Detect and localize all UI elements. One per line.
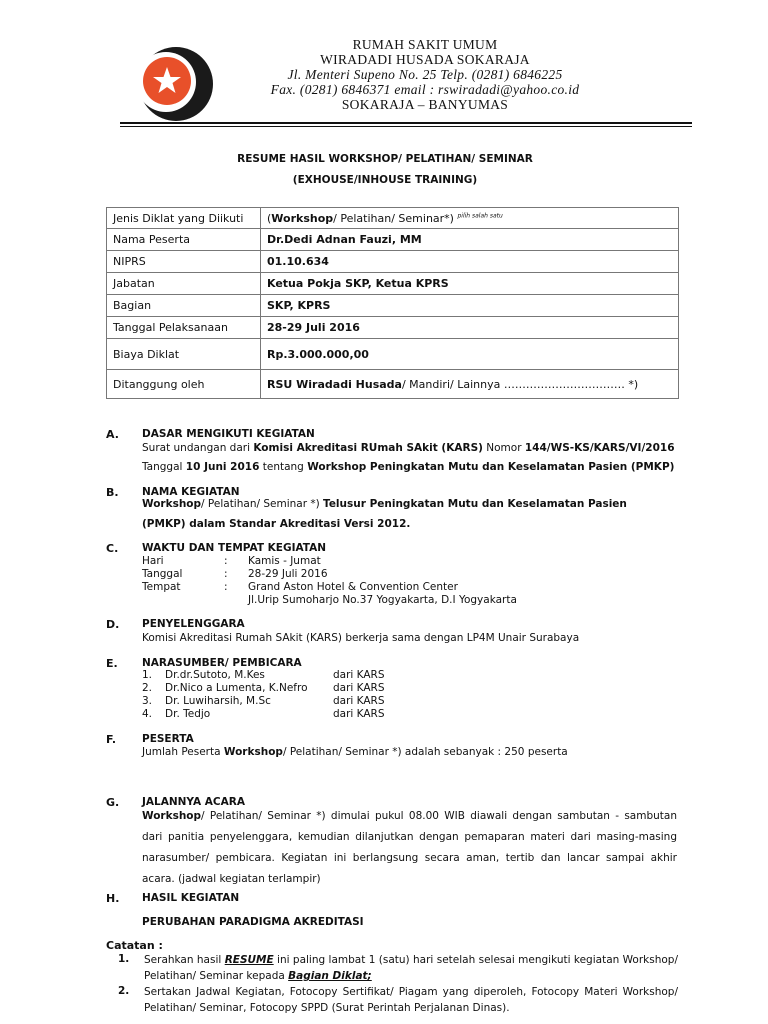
speaker-number: 2.: [142, 682, 153, 694]
table-label: Bagian: [107, 295, 261, 317]
section-heading: NAMA KEGIATAN: [142, 486, 240, 498]
detail-sep: :: [224, 581, 228, 593]
speaker-name: Dr. Tedjo: [165, 708, 211, 720]
section-text: (PMKP) dalam Standar Akreditasi Versi 2012.: [142, 518, 411, 530]
section-letter: D.: [106, 618, 120, 631]
table-row: [107, 295, 679, 317]
note-number: 2.: [118, 985, 130, 997]
table-row: [107, 317, 679, 339]
table-row: [107, 370, 679, 399]
section-text: Workshop/ Pelatihan/ Seminar *) Telusur Peningkatan Mutu dan Keselamatan Pasien: [142, 498, 627, 510]
table-label: Jabatan: [107, 273, 261, 295]
detail-key: Tempat: [142, 581, 181, 593]
detail-sep: :: [224, 568, 228, 580]
note-text: Sertakan Jadwal Kegiatan, Fotocopy Sertifikat/ Piagam yang diperoleh, Fotocopy Materi Workshop/ Pelatihan/ Seminar, Fotocopy SPPD (Surat Perintah Perjalanan Dinas).: [144, 986, 678, 1014]
section-heading: WAKTU DAN TEMPAT KEGIATAN: [142, 542, 327, 554]
section-heading: PESERTA: [142, 733, 194, 745]
table-row: [107, 339, 679, 370]
table-value: SKP, KPRS: [261, 295, 679, 317]
hospital-contact: Fax. (0281) 6846371 email : rswiradadi@yahoo.co.id: [270, 82, 580, 97]
speaker-number: 3.: [142, 695, 153, 707]
section-letter: F.: [106, 733, 117, 746]
speaker-name: Dr. Luwiharsih, M.Sc: [165, 695, 271, 707]
notes-label: Catatan :: [106, 939, 163, 952]
speaker-number: 1.: [142, 669, 153, 681]
detail-key: Tanggal: [142, 568, 183, 580]
speaker-number: 4.: [142, 708, 153, 720]
table-value: Ketua Pokja SKP, Ketua KPRS: [261, 273, 679, 295]
table-value: 01.10.634: [261, 251, 679, 273]
header-rule-thin: [120, 126, 692, 127]
detail-sep: :: [224, 555, 228, 567]
document-subtitle: (EXHOUSE/INHOUSE TRAINING): [292, 174, 478, 186]
speaker-origin: dari KARS: [333, 695, 385, 707]
section-text: Tanggal 10 Juni 2016 tentang Workshop Peningkatan Mutu dan Keselamatan Pasien (PMKP): [142, 461, 675, 473]
table-label: Jenis Diklat yang Diikuti: [107, 208, 261, 229]
section-subheading: PERUBAHAN PARADIGMA AKREDITASI: [142, 916, 364, 928]
table-row: [107, 273, 679, 295]
hospital-name-line2: WIRADADI HUSADA SOKARAJA: [320, 52, 530, 67]
hospital-name: RUMAH SAKIT UMUM: [352, 37, 498, 52]
detail-value: Grand Aston Hotel & Convention Center: [248, 581, 458, 593]
section-heading: PENYELENGGARA: [142, 618, 245, 630]
section-letter: H.: [106, 892, 120, 905]
section-letter: E.: [106, 657, 118, 670]
detail-value: Kamis - Jumat: [248, 555, 321, 567]
section-heading: HASIL KEGIATAN: [142, 892, 240, 904]
hospital-address: Jl. Menteri Supeno No. 25 Telp. (0281) 6846225: [287, 67, 563, 82]
speaker-name: Dr.dr.Sutoto, M.Kes: [165, 669, 265, 681]
table-row: [107, 229, 679, 251]
section-letter: B.: [106, 486, 119, 499]
speaker-name: Dr.Nico a Lumenta, K.Nefro: [165, 682, 308, 694]
document-title: RESUME HASIL WORKSHOP/ PELATIHAN/ SEMINAR: [237, 153, 533, 165]
note-number: 1.: [118, 953, 130, 965]
section-text: Komisi Akreditasi Rumah SAkit (KARS) berkerja sama dengan LP4M Unair Surabaya: [142, 632, 580, 644]
info-table: [106, 207, 679, 399]
table-value: Dr.Dedi Adnan Fauzi, MM: [261, 229, 679, 251]
table-row: [107, 251, 679, 273]
table-label: Tanggal Pelaksanaan: [107, 317, 261, 339]
table-label: NIPRS: [107, 251, 261, 273]
speaker-origin: dari KARS: [333, 682, 385, 694]
section-heading: DASAR MENGIKUTI KEGIATAN: [142, 428, 315, 440]
speaker-origin: dari KARS: [333, 708, 385, 720]
speaker-origin: dari KARS: [333, 669, 385, 681]
section-heading: NARASUMBER/ PEMBICARA: [142, 657, 302, 669]
section-letter: A.: [106, 428, 119, 441]
table-value: RSU Wiradadi Husada/ Mandiri/ Lainnya …………………………… *): [261, 370, 679, 399]
detail-value: Jl.Urip Sumoharjo No.37 Yogyakarta, D.I Yogyakarta: [248, 594, 517, 606]
section-letter: C.: [106, 542, 119, 555]
detail-value: 28-29 Juli 2016: [248, 568, 328, 580]
table-value: 28-29 Juli 2016: [261, 317, 679, 339]
section-heading: JALANNYA ACARA: [142, 796, 245, 808]
table-value: Rp.3.000.000,00: [261, 339, 679, 370]
note-superscript: pilih salah satu: [457, 211, 503, 219]
table-value: (Workshop/ Pelatihan/ Seminar*) $^{pilih salah satu}$: [261, 208, 679, 229]
header-rule: [120, 122, 692, 124]
section-paragraph: Workshop/ Pelatihan/ Seminar *) dimulai pukul 08.00 WIB diawali dengan sambutan - sambutan dari panitia penyelenggara, kemudian dilanjutkan dengan pemaparan materi dari masing-masing narasumber/ pembicara. Kegiatan ini berlangsung secara aman, tertib dan lancar sampai akhir acara. (jadwal kegiatan terlampir): [142, 810, 677, 885]
section-text: Jumlah Peserta Workshop/ Pelatihan/ Seminar *) adalah sebanyak : 250 peserta: [142, 746, 568, 758]
table-label: Ditanggung oleh: [107, 370, 261, 399]
table-label: Biaya Diklat: [107, 339, 261, 370]
section-text: Surat undangan dari Komisi Akreditasi RUmah SAkit (KARS) Nomor 144/WS-KS/KARS/VI/2016: [142, 442, 675, 454]
note-text: Serahkan hasil RESUME ini paling lambat 1 (satu) hari setelah selesai mengikuti kegiatan Workshop/ Pelatihan/ Seminar kepada Bagian Diklat;: [144, 954, 679, 982]
section-letter: G.: [106, 796, 120, 809]
table-row: [107, 208, 679, 229]
table-label: Nama Peserta: [107, 229, 261, 251]
detail-key: Hari: [142, 555, 164, 567]
hospital-location: SOKARAJA – BANYUMAS: [341, 97, 509, 112]
